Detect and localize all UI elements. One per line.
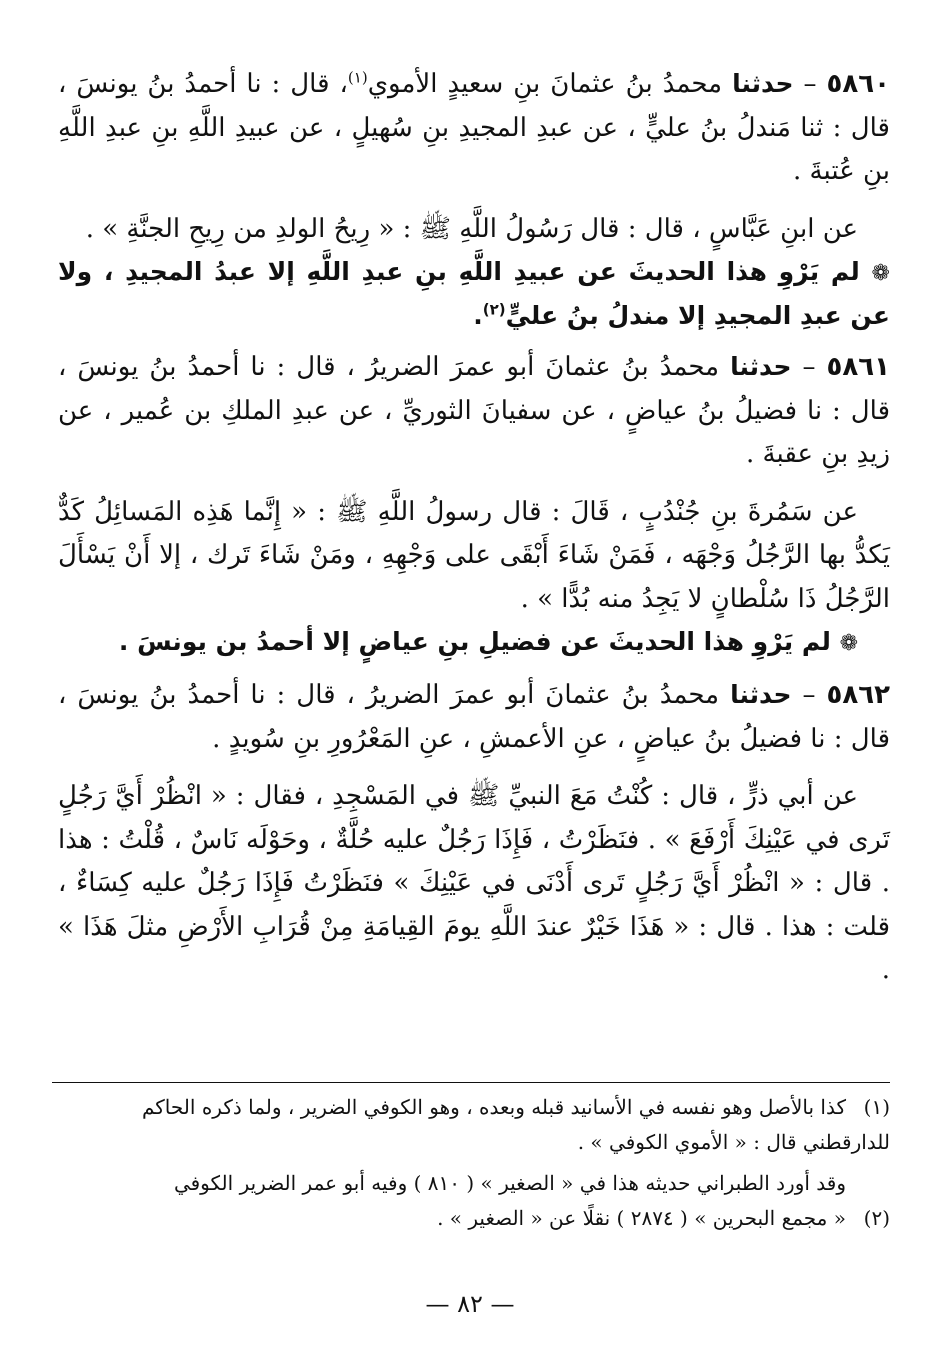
isnad-text: محمدُ بنُ عثمانَ أبو عمرَ الضريرُ ، قال : نا أحمدُ بنُ يونسَ ، قال : نا فضيلُ بنُ عياضٍ ، عن سفيانَ الثوريِّ ، عن عبدِ الملكِ بن عُمير ، عن زيدِ بنِ عقبةَ . — [58, 352, 890, 469]
note-end: . — [473, 301, 483, 330]
narration-keyword: حدثنا — [730, 680, 792, 709]
hadith-5861-isnad — [58, 345, 890, 477]
footnote-2 — [52, 1201, 890, 1236]
footnote-number: (١) — [863, 1095, 890, 1119]
hadith-5860-note — [58, 251, 890, 337]
hadith-5860-isnad — [58, 62, 890, 194]
footnote-1-continuation: وقد أورد الطبراني حديثه هذا في « الصغير » ( ٨١٠ ) وفيه أبو عمر الضرير الكوفي — [173, 1171, 846, 1195]
footnote-1 — [52, 1090, 890, 1160]
hadith-5862-isnad — [58, 673, 890, 761]
hadith-number: ٥٨٦٠ — [826, 69, 890, 99]
footnote-divider — [52, 1082, 890, 1083]
hadith-5862-matn: عن أبي ذرٍّ ، قال : كُنْتُ مَعَ النبيِّ ﷺ في المَسْجِدِ ، فقال : « انْظُرْ أَيَّ رَجُلٍ تَرى في عَيْنِكَ أَرْفَعَ » . فنَظَرْتُ ، فَإِذَا رَجُلٌ عليه حُلَّةٌ ، وحَوْلَه نَاسٌ ، قُلْتُ : هذا . قال : « انْظُرْ أَيَّ رَجُلٍ تَرى أَدْنَى في عَيْنِكَ » فنَظَرْتُ فَإِذَا رَجُلٌ عليه كِسَاءٌ ، قلت : هذا . قال : « هَذَا خَيْرٌ عندَ اللَّهِ يومَ القِيامَةِ مِنْ قُرَابِ الأَرْضِ مثلَ هَذَا » . — [58, 781, 890, 985]
note-text: لم يَرْوِ هذا الحديثَ عن عبيدِ اللَّهِ بنِ عبدِ اللَّهِ إلا عبدُ المجيدِ ، ولا عن عبدِ المجيدِ إلا مندلُ بنُ عليٍّ — [58, 257, 890, 330]
hadith-5861-matn: عن سَمُرةَ بنِ جُنْدُبٍ ، قَالَ : قال رسولُ اللَّهِ ﷺ : « إِنَّما هَذِه المَسائِلُ كَدٌّ يَكدُّ بها الرَّجُلُ وَجْهَه ، فَمَنْ شَاءَ أَبْقَى على وَجْهِهِ ، ومَنْ شَاءَ تَرك ، إلا أَنْ يَسْأَلَ الرَّجُلُ ذَا سُلْطانٍ لا يَجِدُ منه بُدًّا » . — [58, 496, 890, 614]
footnote-number: (٢) — [863, 1206, 890, 1230]
hadith-number: ٥٨٦١ — [826, 352, 890, 382]
star-ornament-icon: ❁ — [871, 261, 890, 286]
footnote-ref: (١) — [347, 68, 368, 87]
note-text: لم يَرْوِ هذا الحديثَ عن فضيلِ بنِ عياضٍ إلا أحمدُ بن يونسَ . — [118, 627, 831, 656]
narration-keyword: حدثنا — [732, 69, 794, 98]
footnote-text: « مجمع البحرين » ( ٢٨٧٤ ) نقلًا عن « الصغير » . — [437, 1206, 846, 1230]
dash: – — [791, 680, 827, 710]
isnad-text: محمدُ بنُ عثمانَ أبو عمرَ الضريرُ ، قال : نا أحمدُ بنُ يونسَ ، قال : نا فضيلُ بنُ عياضٍ ، عنِ الأعمشِ ، عنِ المَعْرُورِ بنِ سُويدٍ . — [58, 680, 890, 754]
footnotes — [52, 1090, 890, 1236]
footnote-text: كذا بالأصل وهو نفسه في الأسانيد قبله وبعده ، وهو الكوفي الضرير ، ولما ذكره الحاكم للدارقطني قال : « الأموي الكوفي » . — [141, 1095, 890, 1154]
dash: – — [791, 352, 827, 382]
star-ornament-icon: ❁ — [839, 631, 858, 656]
dash: – — [793, 69, 827, 99]
hadith-number: ٥٨٦٢ — [826, 680, 890, 710]
page-number: — ٨٢ — — [425, 1290, 515, 1318]
narration-keyword: حدثنا — [730, 352, 792, 381]
hadith-5861-note — [58, 621, 890, 665]
isnad-text: محمدُ بنُ عثمانَ بنِ سعيدٍ الأموي — [367, 69, 733, 99]
footnote-ref: (٢) — [482, 300, 506, 319]
hadith-5860-matn: عن ابنِ عَبَّاسٍ ، قال : قال رَسُولُ اللَّهِ ﷺ : « رِيحُ الولدِ من رِيحِ الجنَّةِ » . — [85, 213, 858, 244]
isnad-text: ، قال : نا أحمدُ بنُ يونسَ ، قال : ثنا مَندلُ بنُ عليٍّ ، عن عبدِ المجيدِ بنِ سُهيلٍ ، عن عبيدِ اللَّهِ بنِ عبدِ اللَّهِ بنِ عُتبةَ . — [58, 69, 890, 186]
